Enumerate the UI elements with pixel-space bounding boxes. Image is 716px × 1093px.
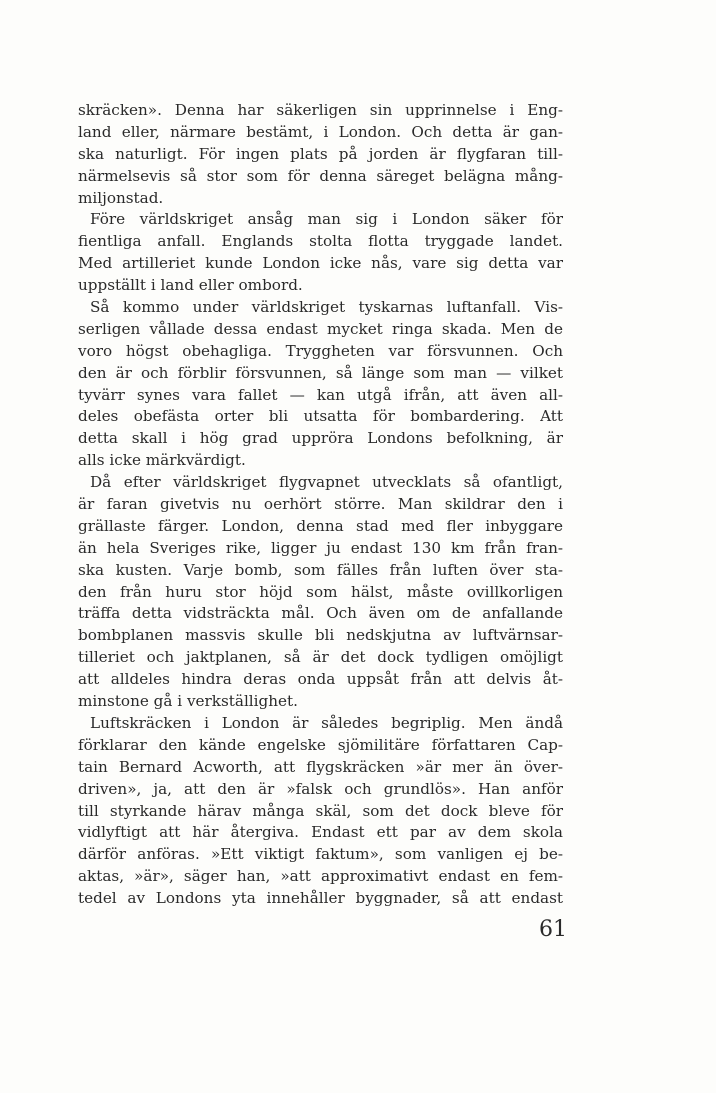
text-line: den är och förblir försvunnen, så länge som man — vilket: [78, 363, 563, 382]
text-line: alls icke märkvärdigt.: [78, 451, 246, 470]
body-text: [78, 100, 563, 910]
text-line: miljonstad.: [78, 188, 164, 207]
text-line: minstone gå i verkställighet.: [78, 692, 298, 711]
text-line: därför anföras. »Ett viktigt faktum», som vanligen ej be-: [78, 845, 563, 864]
paragraph-3: [78, 297, 563, 472]
text-line: fientliga anfall. Englands stolta flotta tryggade landet.: [78, 232, 563, 251]
text-line: vidlyftigt att här återgiva. Endast ett par av dem skola: [78, 823, 563, 842]
text-line: voro högst obehagliga. Tryggheten var försvunnen. Och: [78, 341, 563, 360]
page-number: 61: [539, 917, 567, 942]
text-line: aktas, »är», säger han, »att approximativt endast en fem-: [78, 867, 563, 886]
text-line: tilleriet och jaktplanen, så är det dock tydligen omöjligt: [78, 648, 563, 667]
text-line: tain Bernard Acworth, att flygskräcken »är mer än över-: [78, 757, 563, 776]
text-line: uppställt i land eller ombord.: [78, 276, 303, 295]
text-line: är faran givetvis nu oerhört större. Man skildrar den i: [78, 495, 563, 514]
text-line: Luftskräcken i London är således begriplig. Men ändå: [90, 713, 563, 732]
text-line: förklarar den kände engelske sjömilitäre författaren Cap-: [78, 735, 563, 754]
paragraph-2: [78, 209, 563, 297]
text-line: tyvärr synes vara fallet — kan utgå ifrån, att även all-: [78, 385, 563, 404]
text-line: än hela Sveriges rike, ligger ju endast 130 km från fran-: [78, 538, 563, 557]
paragraph-5: [78, 713, 563, 910]
text-line: närmelsevis så stor som för denna säreget belägna mång-: [78, 166, 563, 185]
text-line: träffa detta vidsträckta mål. Och även om de anfallande: [78, 604, 563, 623]
text-line: driven», ja, att den är »falsk och grundlös». Han anför: [78, 779, 563, 798]
text-line: Med artilleriet kunde London icke nås, vare sig detta var: [78, 254, 563, 273]
text-line: deles obefästa orter bli utsatta för bombardering. Att: [78, 407, 563, 426]
text-line: bombplanen massvis skulle bli nedskjutna av luftvärnsar-: [78, 626, 563, 645]
text-line: den från huru stor höjd som hälst, måste ovillkorligen: [78, 582, 563, 601]
text-line: Före världskriget ansåg man sig i London säker för: [90, 210, 563, 229]
text-line: Så kommo under världskriget tyskarnas luftanfall. Vis-: [90, 298, 563, 317]
text-line: att alldeles hindra deras onda uppsåt från att delvis åt-: [78, 670, 563, 689]
text-line: Då efter världskriget flygvapnet utvecklats så ofantligt,: [90, 473, 563, 492]
text-line: ska naturligt. För ingen plats på jorden är flygfaran till-: [78, 144, 563, 163]
paragraph-4: [78, 472, 563, 713]
text-line: detta skall i hög grad uppröra Londons befolkning, är: [78, 429, 563, 448]
text-line: ska kusten. Varje bomb, som fälles från luften över sta-: [78, 560, 563, 579]
text-line: tedel av Londons yta innehåller byggnader, så att endast: [78, 889, 563, 908]
text-line: serligen vållade dessa endast mycket ringa skada. Men de: [78, 319, 563, 338]
text-line: till styrkande härav många skäl, som det dock bleve för: [78, 801, 563, 820]
text-line: land eller, närmare bestämt, i London. Och detta är gan-: [78, 122, 563, 141]
paragraph-1: [78, 100, 563, 209]
text-line: skräcken». Denna har säkerligen sin upprinnelse i Eng-: [78, 101, 563, 119]
text-line: grällaste färger. London, denna stad med fler inbyggare: [78, 516, 563, 535]
